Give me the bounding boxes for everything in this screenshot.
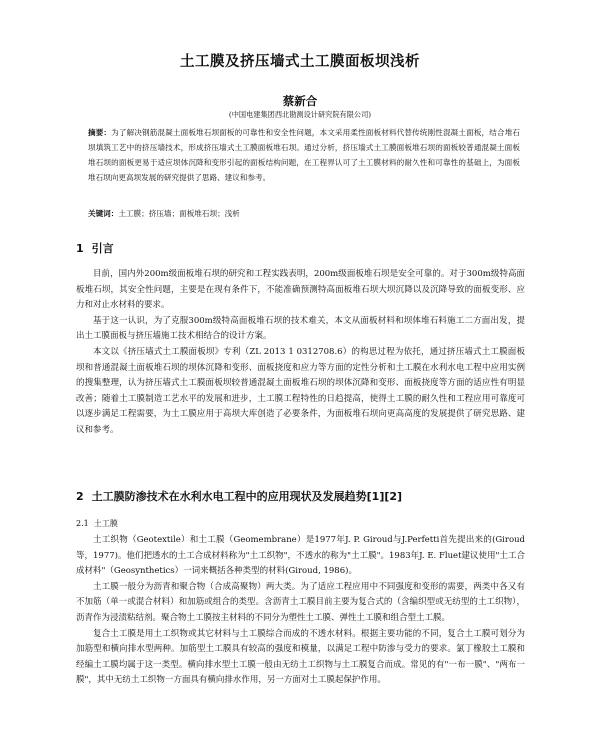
section-1-number: 1 <box>76 242 84 255</box>
abstract <box>88 125 520 185</box>
paragraph: 土工织物（Geotextile）和土工膜（Geomembrane）是1977年J. P. Giroud与J.Perfetti首先提出来的(Giroud等，1977)。他们把透水的土工合成材料称为"土工织物"，不透水的称为"土工膜"。1983年J. E. Fluet建议使用"土工合成材料"（Geosynthetics）一词来概括各种类型的材料(Giroud, 1986)。 <box>76 535 525 577</box>
section-2-heading <box>76 488 402 504</box>
subsection-2-1-heading <box>76 518 118 529</box>
paragraph: 复合土工膜是用土工织物或其它材料与土工膜综合而成的不透水材料。根据主要功能的不同，复合土工膜可划分为加筋型和横向排水型两种。加筋型土工膜具有较高的强度和模量，以满足工程中防渗与受力的要求。氯丁橡胶土工膜和经编土工膜均属于这一类型。横向排水型土工膜一般由无纺土工织物与土工膜复合而成。常见的有"一布一膜"、"两布一膜"，其中无纺土工织物一方面具有横向排水作用，另一方面对土工膜起保护作用。 <box>76 628 525 686</box>
abstract-label: 摘要： <box>88 128 112 137</box>
author-name: 蔡新合 <box>282 94 318 108</box>
abstract-text: 为了解决钢筋混凝土面板堆石坝面板的可靠性和安全性问题，本文采用柔性面板材料代替传统刚性混凝土面板，结合堆石坝填筑工艺中的挤压墙技术，形成挤压墙式土工膜面板堆石坝。通过分析，挤压墙式土工膜面板堆石坝的面板较普通混凝土面板堆石坝的面板更易于适应坝体沉降和变形引起的面板结构问题，在工程界认可了土工膜材料的耐久性和可靠性的基础上，为面板堆石坝向更高坝发展的研究提供了思路、建议和参考。 <box>88 128 521 182</box>
subsection-2-1-body <box>76 533 525 689</box>
author-affiliation: (中国电建集团西北勘测设计研究院有限公司) <box>228 110 372 119</box>
paragraph: 土工膜一般分为沥青和聚合物（合成高聚物）两大类。为了适应工程应用中不同强度和变形的需要，两类中各又有不加筋（单一或混合材料）和加筋或组合的类型。含沥青土工膜目前主要为复合式的（含编织型或无纺型的土工织物），沥青作为浸渍粘结剂。聚合物土工膜按主材料的不同分为塑性土工膜、弹性土工膜和组合型土工膜。 <box>76 581 525 623</box>
keywords-text: 土工膜；挤压墙；面板堆石坝；浅析 <box>118 209 240 218</box>
paragraph: 目前，国内外200m级面板堆石坝的研究和工程实践表明，200m级面板堆石坝是安全可靠的。对于300m级特高面板堆石坝，其安全性问题，主要是在现有条件下，不能准确预测特高面板堆石坝大坝沉降以及沉降导致的面板变形、应力和对止水材料的要求。 <box>76 269 525 311</box>
keywords <box>88 208 520 219</box>
paragraph: 基于这一认识，为了克服300m级特高面板堆石坝的技术难关，本文从面板材料和坝体堆石料施工二方面出发，提出土工膜面板与挤压墙施工技术相结合的设计方案。 <box>76 315 525 342</box>
section-2-title: 土工膜防渗技术在水利水电工程中的应用现状及发展趋势[1][2] <box>91 490 403 503</box>
subsection-title: 土工膜 <box>93 519 118 528</box>
paper-title: 土工膜及挤压墙式土工膜面板坝浅析 <box>180 54 420 70</box>
paragraph: 本文以《挤压墙式土工膜面板坝》专利（ZL 2013 1 0312708.6）的构思过程为依托，通过挤压墙式土工膜面板坝和普通混凝土面板堆石坝的坝体沉降和变形、面板挠度和应力等方面的定性分析和土工膜在水利水电工程中应用实例的搜集整理，认为挤压墙式土工膜面板坝较普通混凝土面板堆石坝的坝体沉降和变形、面板挠度等方面的适应性有明显改善；随着土工膜制造工艺水平的发展和进步，土工膜工程特性的日趋提高，使得土工膜的耐久性和工程应用可靠度可以逐步满足工程需要，为土工膜应用于高坝大库创造了必要条件，为面板堆石坝向更高高度的发展提供了研究思路、建议和参考。 <box>76 346 525 435</box>
section-1-heading <box>76 240 114 256</box>
section-1-body <box>76 267 525 439</box>
keywords-label: 关键词： <box>88 209 119 218</box>
section-1-title: 引言 <box>91 242 114 255</box>
subsection-number: 2.1 <box>76 519 89 528</box>
section-2-number: 2 <box>76 490 84 503</box>
